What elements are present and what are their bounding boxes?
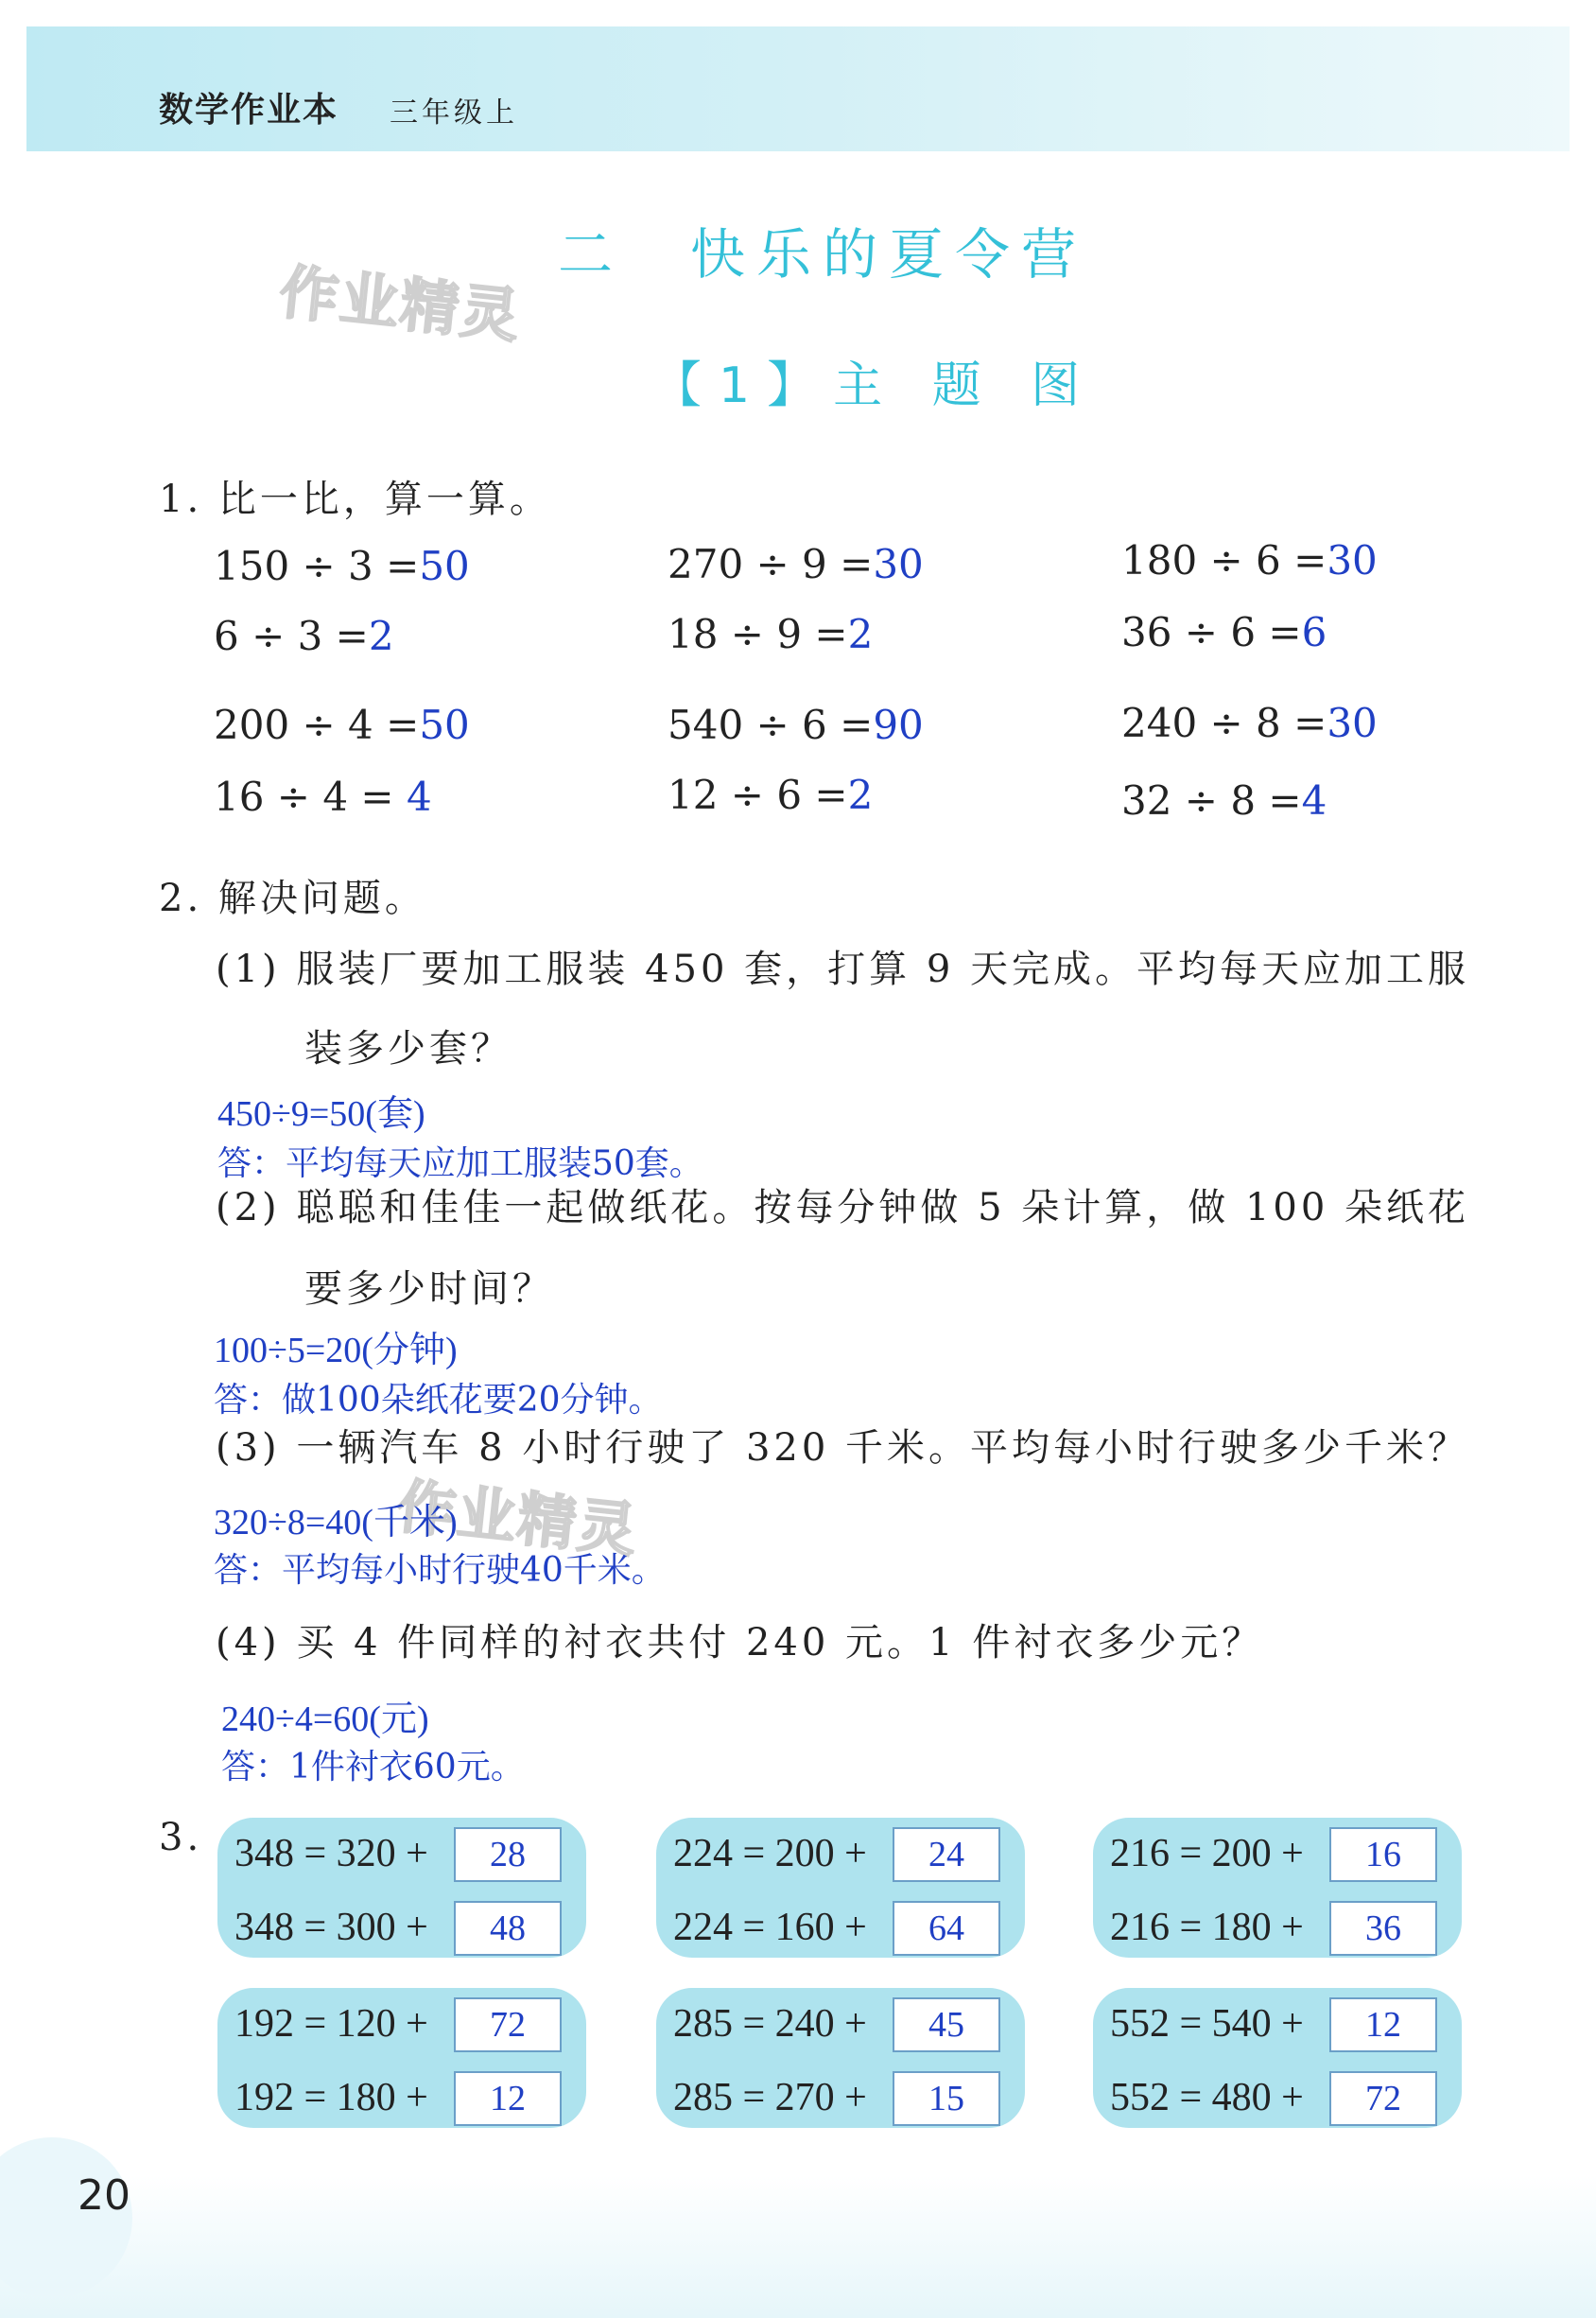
decompose-group [217, 1818, 586, 1958]
decompose-expr: 192 = 180 + [234, 2076, 428, 2119]
q1-answer: 50 [419, 702, 470, 748]
decompose-expr: 224 = 200 + [673, 1832, 867, 1875]
decompose-expr: 348 = 300 + [234, 1906, 428, 1949]
problem-3-answer: 答：平均每小时行驶40千米。 [214, 1551, 666, 1590]
decompose-expr: 192 = 120 + [234, 2002, 428, 2046]
decompose-expr: 285 = 270 + [673, 2076, 867, 2119]
q1-equation: 200 ÷ 4 =50 [214, 702, 470, 748]
watermark: 作业精灵 [393, 1471, 642, 1566]
decompose-expr: 224 = 160 + [673, 1906, 867, 1949]
book-title: 数学作业本 [159, 91, 339, 130]
decompose-group [1093, 1988, 1462, 2128]
problem-2-answer: 答：做100朵纸花要20分钟。 [214, 1381, 663, 1420]
q1-answer: 2 [847, 772, 874, 818]
q1-equation: 16 ÷ 4 = 4 [214, 774, 432, 820]
problem-4-answer: 答：1件衬衣60元。 [221, 1748, 525, 1786]
q1-equation: 6 ÷ 3 =2 [214, 613, 394, 659]
unit-title: 二 快乐的夏令营 [558, 222, 1088, 287]
decompose-group [656, 1988, 1025, 2128]
watermark: 作业精灵 [276, 256, 525, 352]
q1-equation: 18 ÷ 9 =2 [668, 611, 874, 657]
decompose-expr: 348 = 320 + [234, 1832, 428, 1875]
q1-answer: 2 [847, 611, 874, 657]
answer-box: 45 [893, 1997, 1000, 2052]
answer-box: 72 [1329, 2071, 1437, 2126]
problem-2-line2: 要多少时间？ [304, 1267, 554, 1311]
answer-box: 48 [454, 1901, 562, 1956]
problem-3-line1: (3) 一辆汽车 8 小时行驶了 320 千米。平均每小时行驶多少千米？ [216, 1426, 1470, 1470]
q1-answer: 90 [873, 702, 924, 748]
answer-box: 28 [454, 1827, 562, 1882]
problem-2-line1: (2) 聪聪和佳佳一起做纸花。按每分钟做 5 朵计算，做 100 朵纸花 [216, 1186, 1470, 1229]
q1-equation: 180 ÷ 6 =30 [1121, 537, 1378, 584]
q1-answer: 50 [419, 543, 470, 589]
book-grade: 三年级上 [390, 96, 518, 130]
answer-box: 16 [1329, 1827, 1437, 1882]
answer-box: 64 [893, 1901, 1000, 1956]
answer-box: 15 [893, 2071, 1000, 2126]
q1-equation: 36 ÷ 6 =6 [1121, 609, 1327, 655]
q1-equation: 270 ÷ 9 =30 [668, 541, 924, 587]
q1-answer: 4 [406, 774, 432, 820]
decompose-expr: 216 = 200 + [1110, 1832, 1304, 1875]
answer-box: 72 [454, 1997, 562, 2052]
page-number: 20 [78, 2171, 130, 2220]
decompose-group [217, 1988, 586, 2128]
decompose-group [1093, 1818, 1462, 1958]
problem-1-calc: 450÷9=50(套) [217, 1094, 425, 1134]
lesson-title: 【1】主 题 图 [652, 357, 1098, 414]
q1-equation: 540 ÷ 6 =90 [668, 702, 924, 748]
problem-1-line1: (1) 服装厂要加工服装 450 套，打算 9 天完成。平均每天应加工服 [216, 948, 1470, 991]
q1-answer: 6 [1301, 609, 1327, 655]
problem-1-line2: 装多少套？ [304, 1027, 512, 1071]
q1-answer: 30 [1327, 537, 1378, 584]
decompose-expr: 285 = 240 + [673, 2002, 867, 2046]
problem-4-calc: 240÷4=60(元) [221, 1699, 429, 1739]
q1-equation: 240 ÷ 8 =30 [1121, 700, 1378, 746]
q1-title: 1. 比一比，算一算。 [159, 478, 551, 521]
problem-4-line1: (4) 买 4 件同样的衬衣共付 240 元。1 件衬衣多少元？ [216, 1621, 1264, 1664]
decompose-group [656, 1818, 1025, 1958]
decompose-expr: 552 = 480 + [1110, 2076, 1304, 2119]
footer-band [0, 2175, 1596, 2318]
q1-answer: 2 [368, 613, 394, 659]
answer-box: 36 [1329, 1901, 1437, 1956]
problem-2-calc: 100÷5=20(分钟) [214, 1331, 458, 1370]
decompose-expr: 216 = 180 + [1110, 1906, 1304, 1949]
problem-3-calc: 320÷8=40(千米) [214, 1503, 458, 1542]
decompose-expr: 552 = 540 + [1110, 2002, 1304, 2046]
answer-box: 12 [454, 2071, 562, 2126]
problem-1-answer: 答：平均每天应加工服装50套。 [217, 1144, 703, 1183]
q1-equation: 12 ÷ 6 =2 [668, 772, 874, 818]
answer-box: 24 [893, 1827, 1000, 1882]
q1-answer: 30 [1327, 700, 1378, 746]
q3-title: 3. [159, 1816, 203, 1859]
q1-equation: 32 ÷ 8 =4 [1121, 777, 1327, 824]
q2-title: 2. 解决问题。 [159, 877, 426, 920]
answer-box: 12 [1329, 1997, 1437, 2052]
q1-equation: 150 ÷ 3 =50 [214, 543, 470, 589]
q1-answer: 30 [873, 541, 924, 587]
q1-answer: 4 [1301, 777, 1327, 824]
